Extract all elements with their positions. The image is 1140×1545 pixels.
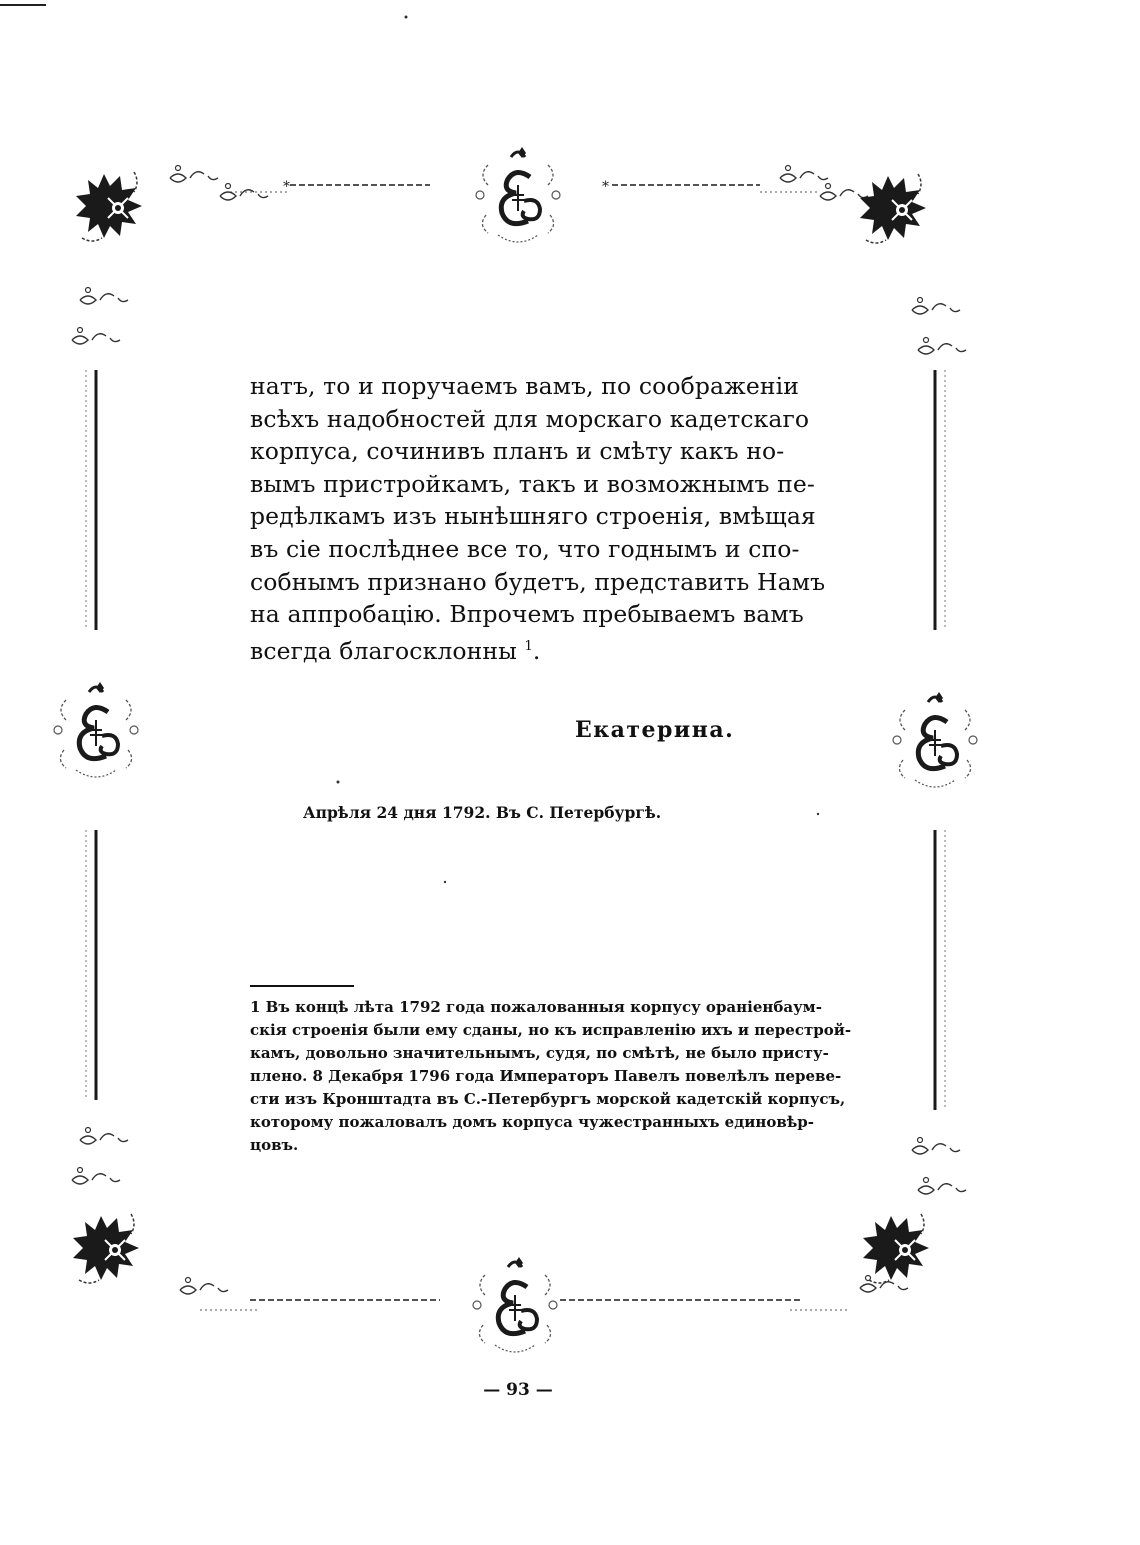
footnote-line: сти изъ Кронштадта въ С.-Петербургъ морской кадетскій корпусъ, <box>250 1090 846 1108</box>
body-line: натъ, то и поручаемъ вамъ, по соображеніи <box>250 372 799 400</box>
svg-text:*: * <box>283 179 290 195</box>
body-line: вымъ пристройкамъ, такъ и возможнымъ пе- <box>250 469 815 498</box>
footnote-line: 1 Въ концѣ лѣта 1792 года пожалованныя корпусу ораніенбаум- <box>250 998 822 1016</box>
letter-body <box>250 370 826 665</box>
footnote-line: цовъ. <box>250 1136 299 1154</box>
body-line: на аппробацію. Впрочемъ пребываемъ вамъ <box>250 600 804 629</box>
body-line: всѣхъ надобностей для морскаго кадетскаго <box>250 404 810 433</box>
body-line-text: всегда благосклонны <box>250 636 517 665</box>
svg-text:*: * <box>602 179 609 195</box>
date-line: Апрѣля 24 дня 1792. Въ С. Петербургѣ. <box>303 803 662 822</box>
body-line: редѣлкамъ изъ нынѣшняго строенія, вмѣщая <box>250 502 816 531</box>
page-number: — 93 — <box>483 1380 553 1400</box>
body-line: собнымъ признано будетъ, представить Намъ <box>250 567 826 596</box>
body-line: въ сіе послѣднее все то, что годнымъ и спо- <box>250 534 800 563</box>
footnote-line: камъ, довольно значительнымъ, судя, по смѣтѣ, не было присту- <box>250 1044 829 1062</box>
footnote-line: которому пожаловалъ домъ корпуса чужестранныхъ единовѣр- <box>250 1113 815 1131</box>
body-line: корпуса, сочинивъ планъ и смѣту какъ но- <box>250 437 785 466</box>
footnote-rule <box>250 985 354 987</box>
footnote-line: скія строенія были ему сданы, но къ исправленію ихъ и перестрой- <box>250 1021 852 1039</box>
body-line-last: всегда благосклонны $^1$. <box>250 636 541 665</box>
footnote <box>250 996 852 1157</box>
signature: Екатерина. <box>575 717 735 743</box>
footnote-line: плено. 8 Декабря 1796 года Императоръ Павелъ повелѣлъ переве- <box>250 1067 842 1085</box>
footnote-reference: 1 <box>524 638 533 654</box>
